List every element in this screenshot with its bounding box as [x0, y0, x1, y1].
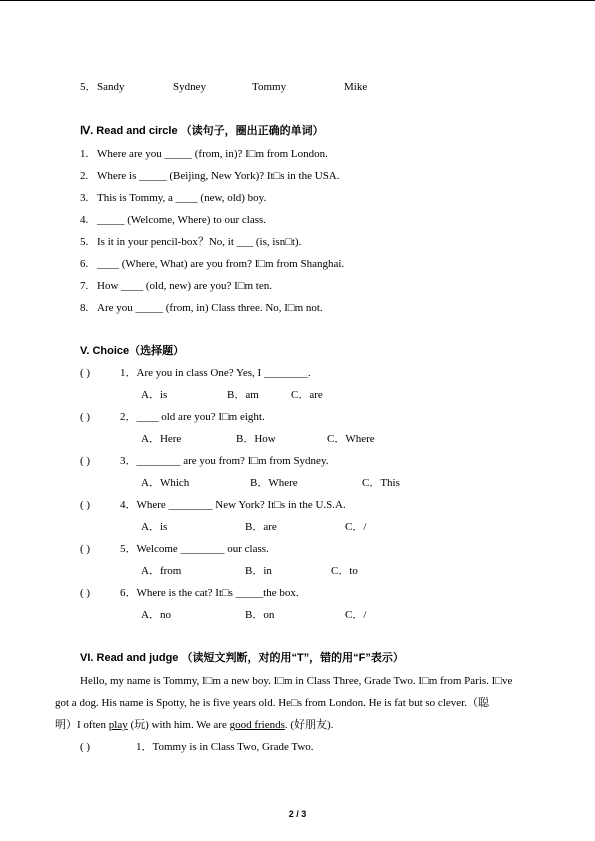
s4-item-5-text: Is it in your pencil-box？No, it ___ (is, isn□t). [97, 236, 302, 248]
s4-item-3-text: This is Tommy, a ____ (new, old) boy. [97, 192, 267, 204]
s4-item-6-text: ____ (Where, What) are you from? I□m from Shanghai. [97, 258, 345, 270]
name-sydney: Sydney [173, 81, 206, 93]
q4-paren: ( ) [80, 499, 91, 511]
q2-text: 2．____ old are you? I□m eight. [120, 411, 265, 423]
s4-item-4-num: 4. [80, 214, 89, 226]
q6-paren: ( ) [80, 587, 91, 599]
section-4-heading: Ⅳ. Read and circle （读句子，圈出正确的单词） [80, 125, 324, 137]
names-row-number: 5． [80, 81, 97, 93]
q4-option-a: A．is [141, 521, 168, 533]
q4-option-b: B．are [245, 521, 277, 533]
s4-item-8-text: Are you _____ (from, in) Class three. No, I□m not. [97, 302, 323, 314]
passage-line-3-a: 明）I often [55, 719, 109, 731]
q5-option-a: A．from [141, 565, 182, 577]
q2-paren: ( ) [80, 411, 91, 423]
q6-text: 6．Where is the cat? It□s _____the box. [120, 587, 299, 599]
judge-1-paren: ( ) [80, 741, 91, 753]
s4-item-1-num: 1. [80, 148, 89, 160]
q5-option-b: B．in [245, 565, 272, 577]
name-sandy: Sandy [97, 81, 125, 93]
q3-option-c: C．This [362, 477, 400, 489]
passage-line-3-c: . (好朋友). [284, 719, 334, 731]
q1-paren: ( ) [80, 367, 91, 379]
passage-line-3-b: (玩) with him. We are [127, 719, 230, 731]
passage-line-3 [55, 718, 333, 732]
passage-line-2: got a dog. His name is Spotty, he is five years old. He□s from London. He is fat but so clever.（聪 [55, 697, 489, 709]
q1-option-c: C．are [291, 389, 323, 401]
s4-item-1-text: Where are you _____ (from, in)? I□m from London. [97, 148, 328, 160]
q6-option-a: A．no [141, 609, 171, 621]
s4-item-2-text: Where is _____ (Beijing, New York)? It□s in the USA. [97, 170, 340, 182]
judge-1-text: 1．Tommy is in Class Two, Grade Two. [136, 741, 314, 753]
page-number: 2 / 3 [288, 809, 307, 819]
s4-item-6-num: 6. [80, 258, 89, 270]
s4-item-4-text: _____ (Welcome, Where) to our class. [97, 214, 267, 226]
name-tommy: Tommy [252, 81, 287, 93]
q5-option-c: C．to [331, 565, 358, 577]
q3-paren: ( ) [80, 455, 91, 467]
q6-option-c: C．/ [345, 609, 367, 621]
passage-line-1: Hello, my name is Tommy, I□m a new boy. I□m in Class Three, Grade Two. I□m from Paris. I□ve [80, 675, 513, 687]
q3-text: 3．________ are you from? I□m from Sydney. [120, 455, 329, 467]
q2-option-a: A．Here [141, 433, 182, 445]
s4-item-8-num: 8. [80, 302, 89, 314]
q5-text: 5．Welcome ________ our class. [120, 543, 269, 555]
section-5-heading: V. Choice（选择题） [80, 345, 185, 357]
s4-item-5-num: 5. [80, 236, 89, 248]
s4-item-7-num: 7. [80, 280, 89, 292]
underlined-play: play [108, 719, 128, 731]
underlined-good-friends: good friends [229, 719, 285, 731]
q3-option-a: A．Which [141, 477, 190, 489]
q1-option-a: A．is [141, 389, 168, 401]
q2-option-b: B．How [236, 433, 276, 445]
q5-paren: ( ) [80, 543, 91, 555]
q6-option-b: B．on [245, 609, 275, 621]
name-mike: Mike [344, 81, 368, 93]
s4-item-3-num: 3. [80, 192, 89, 204]
q2-option-c: C．Where [327, 433, 375, 445]
q3-option-b: B．Where [250, 477, 298, 489]
q1-option-b: B．am [227, 389, 259, 401]
q1-text: 1．Are you in class One? Yes, I ________. [120, 367, 311, 379]
s4-item-7-text: How ____ (old, new) are you? I□m ten. [97, 280, 272, 292]
section-6-heading: VI. Read and judge （读短文判断，对的用“T”，错的用“F”表示） [80, 652, 404, 664]
q4-option-c: C．/ [345, 521, 367, 533]
q4-text: 4．Where ________ New York? It□s in the U.S.A. [120, 499, 346, 511]
page-top-border [0, 0, 595, 1]
s4-item-2-num: 2. [80, 170, 89, 182]
